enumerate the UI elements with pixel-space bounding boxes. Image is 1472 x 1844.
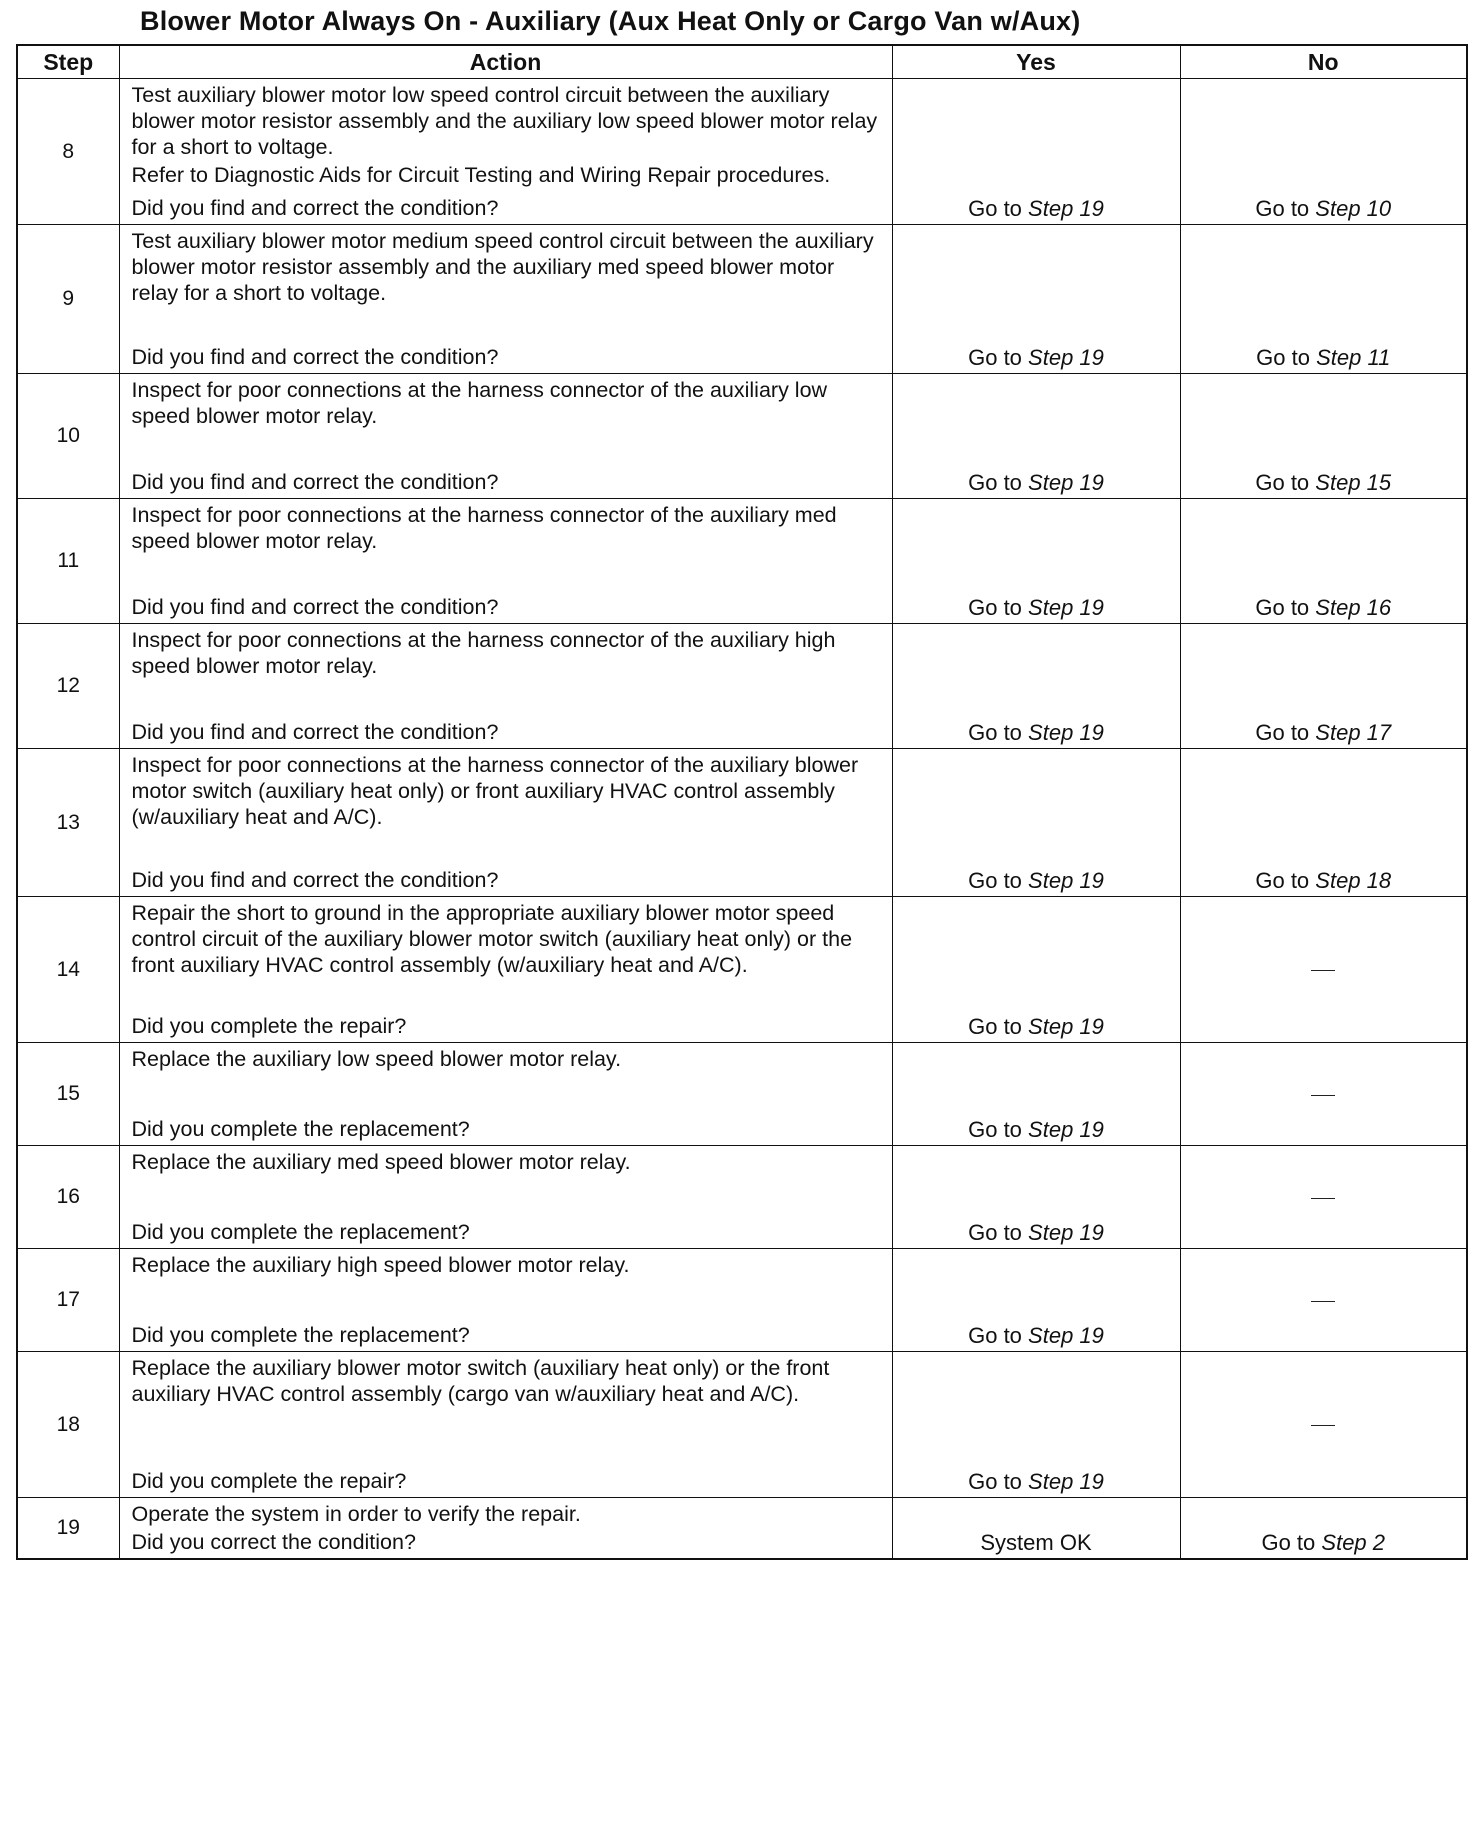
no-dash xyxy=(1311,1095,1335,1096)
no-dash xyxy=(1311,1198,1335,1199)
no-cell xyxy=(1180,1146,1467,1249)
header-step: Step xyxy=(17,45,119,79)
step-number: 12 xyxy=(17,624,119,749)
no-target: Step 16 xyxy=(1315,595,1392,620)
yes-prefix: Go to xyxy=(968,1323,1022,1348)
table-row xyxy=(17,1498,1467,1559)
table-row xyxy=(17,1352,1467,1498)
yes-cell xyxy=(892,79,1180,225)
yes-prefix: Go to xyxy=(968,1220,1022,1245)
action-cell xyxy=(119,79,892,225)
no-cell xyxy=(1180,624,1467,749)
action-text: Inspect for poor connections at the harness connector of the auxiliary low speed blower motor relay. xyxy=(131,378,828,428)
no-prefix: Go to xyxy=(1261,1529,1316,1555)
action-cell xyxy=(119,1146,892,1249)
action-question: Did you complete the repair? xyxy=(131,1014,407,1038)
step-number: 16 xyxy=(17,1146,119,1249)
step-number: 13 xyxy=(17,749,119,897)
action-question: Did you complete the replacement? xyxy=(131,1117,470,1141)
table-row xyxy=(17,897,1467,1043)
no-cell xyxy=(1180,1352,1467,1498)
no-dash xyxy=(1311,970,1335,971)
action-text: Repair the short to ground in the appropriate auxiliary blower motor speed control circuit of the auxiliary blower motor switch (auxiliary heat only) or the front auxiliary HVAC control assembly (w/auxiliary heat and A/C). xyxy=(131,901,853,977)
yes-target: Step 19 xyxy=(1028,1469,1104,1494)
yes-prefix: Go to xyxy=(968,1117,1022,1142)
no-prefix: Go to xyxy=(1256,345,1310,370)
no-prefix: Go to xyxy=(1255,595,1310,620)
action-text: Test auxiliary blower motor low speed control circuit between the auxiliary blower motor resistor assembly and the auxiliary low speed blower motor relay for a short to voltage. xyxy=(131,83,878,159)
no-target: Step 18 xyxy=(1315,868,1392,893)
no-cell xyxy=(1180,1043,1467,1146)
yes-target: Step 19 xyxy=(1028,1220,1104,1245)
table-row xyxy=(17,1043,1467,1146)
no-prefix: Go to xyxy=(1255,868,1310,893)
yes-cell xyxy=(892,1146,1180,1249)
action-text: Replace the auxiliary high speed blower motor relay. xyxy=(131,1253,630,1277)
no-cell xyxy=(1180,749,1467,897)
yes-target: Step 19 xyxy=(1028,868,1104,893)
action-question: Did you find and correct the condition? xyxy=(131,470,499,494)
step-number: 17 xyxy=(17,1249,119,1352)
action-cell xyxy=(119,749,892,897)
no-cell xyxy=(1180,225,1467,374)
yes-target: Step 19 xyxy=(1028,595,1104,620)
diagnostic-table xyxy=(16,44,1468,1560)
no-cell xyxy=(1180,374,1467,499)
yes-target: Step 19 xyxy=(1028,1323,1104,1348)
table-header-row xyxy=(17,45,1467,79)
table-row xyxy=(17,79,1467,225)
header-no: No xyxy=(1180,45,1467,79)
step-number: 9 xyxy=(17,225,119,374)
yes-prefix: Go to xyxy=(968,196,1022,221)
action-text: Inspect for poor connections at the harness connector of the auxiliary high speed blower motor relay. xyxy=(131,628,836,678)
action-question: Did you find and correct the condition? xyxy=(131,868,499,892)
yes-cell xyxy=(892,1498,1180,1559)
no-cell xyxy=(1180,897,1467,1043)
yes-cell xyxy=(892,1249,1180,1352)
yes-cell xyxy=(892,749,1180,897)
table-row xyxy=(17,1146,1467,1249)
yes-cell xyxy=(892,1043,1180,1146)
action-question: Did you find and correct the condition? xyxy=(131,345,499,369)
no-cell xyxy=(1180,79,1467,225)
yes-target: Step 19 xyxy=(1028,345,1104,370)
header-yes: Yes xyxy=(892,45,1180,79)
step-number: 15 xyxy=(17,1043,119,1146)
no-cell xyxy=(1180,1249,1467,1352)
action-question: Did you find and correct the condition? xyxy=(131,720,499,744)
action-cell xyxy=(119,624,892,749)
yes-target: Step 19 xyxy=(1028,196,1104,221)
table-row xyxy=(17,1249,1467,1352)
no-dash xyxy=(1311,1301,1335,1302)
no-prefix: Go to xyxy=(1255,720,1310,745)
step-number: 14 xyxy=(17,897,119,1043)
table-row xyxy=(17,225,1467,374)
table-row xyxy=(17,374,1467,499)
action-text: Replace the auxiliary blower motor switch (auxiliary heat only) or the front auxiliary HVAC control assembly (cargo van w/auxiliary heat and A/C). xyxy=(131,1356,830,1406)
yes-prefix: Go to xyxy=(968,868,1022,893)
yes-cell xyxy=(892,374,1180,499)
action-cell xyxy=(119,1352,892,1498)
step-number: 19 xyxy=(17,1498,119,1559)
action-question: Did you complete the replacement? xyxy=(131,1220,470,1244)
action-text: Inspect for poor connections at the harness connector of the auxiliary blower motor switch (auxiliary heat only) or front auxiliary HVAC control assembly (w/auxiliary heat and A/C). xyxy=(131,753,859,829)
yes-target: Step 19 xyxy=(1028,720,1104,745)
no-target: Step 11 xyxy=(1316,345,1391,370)
action-cell xyxy=(119,499,892,624)
no-cell xyxy=(1180,499,1467,624)
page-title: Blower Motor Always On - Auxiliary (Aux Heat Only or Cargo Van w/Aux) xyxy=(140,6,1081,36)
action-question: Did you complete the replacement? xyxy=(131,1323,470,1347)
table-body xyxy=(17,79,1467,1559)
yes-prefix: Go to xyxy=(968,345,1022,370)
yes-prefix: Go to xyxy=(968,470,1022,495)
action-question: Did you find and correct the condition? xyxy=(131,196,499,220)
table-row xyxy=(17,624,1467,749)
yes-prefix: Go to xyxy=(968,1469,1022,1494)
yes-prefix: Go to xyxy=(968,595,1022,620)
action-text: Replace the auxiliary med speed blower motor relay. xyxy=(131,1150,631,1174)
action-text: Replace the auxiliary low speed blower motor relay. xyxy=(131,1047,622,1071)
action-question: Did you find and correct the condition? xyxy=(131,595,499,619)
yes-cell xyxy=(892,225,1180,374)
no-target: Step 2 xyxy=(1321,1529,1386,1555)
action-text: Inspect for poor connections at the harness connector of the auxiliary med speed blower motor relay. xyxy=(131,503,837,553)
yes-prefix: Go to xyxy=(968,1014,1022,1039)
yes-cell xyxy=(892,499,1180,624)
action-cell xyxy=(119,1043,892,1146)
yes-cell xyxy=(892,1352,1180,1498)
table-row xyxy=(17,749,1467,897)
action-cell xyxy=(119,374,892,499)
action-text: Refer to Diagnostic Aids for Circuit Testing and Wiring Repair procedures. xyxy=(131,163,831,187)
step-number: 11 xyxy=(17,499,119,624)
no-target: Step 15 xyxy=(1315,470,1392,495)
action-text: Test auxiliary blower motor medium speed control circuit between the auxiliary blower motor resistor assembly and the auxiliary med speed blower motor relay for a short to voltage. xyxy=(131,229,874,305)
step-number: 10 xyxy=(17,374,119,499)
yes-prefix: Go to xyxy=(968,720,1022,745)
action-text: Operate the system in order to verify the repair. xyxy=(131,1502,581,1526)
action-cell xyxy=(119,1249,892,1352)
action-question: Did you complete the repair? xyxy=(131,1469,407,1493)
action-question: Did you correct the condition? xyxy=(131,1530,416,1554)
no-cell xyxy=(1180,1498,1467,1559)
no-prefix: Go to xyxy=(1255,196,1310,221)
action-cell xyxy=(119,897,892,1043)
step-number: 8 xyxy=(17,79,119,225)
yes-target: Step 19 xyxy=(1028,1014,1104,1039)
yes-text: System OK xyxy=(980,1529,1092,1555)
no-target: Step 17 xyxy=(1315,720,1392,745)
yes-target: Step 19 xyxy=(1028,1117,1104,1142)
header-action: Action xyxy=(119,45,892,79)
no-target: Step 10 xyxy=(1315,196,1392,221)
yes-cell xyxy=(892,897,1180,1043)
action-cell xyxy=(119,225,892,374)
yes-cell xyxy=(892,624,1180,749)
table-row xyxy=(17,499,1467,624)
no-prefix: Go to xyxy=(1255,470,1310,495)
yes-target: Step 19 xyxy=(1028,470,1104,495)
action-cell xyxy=(119,1498,892,1559)
no-dash xyxy=(1311,1425,1335,1426)
step-number: 18 xyxy=(17,1352,119,1498)
